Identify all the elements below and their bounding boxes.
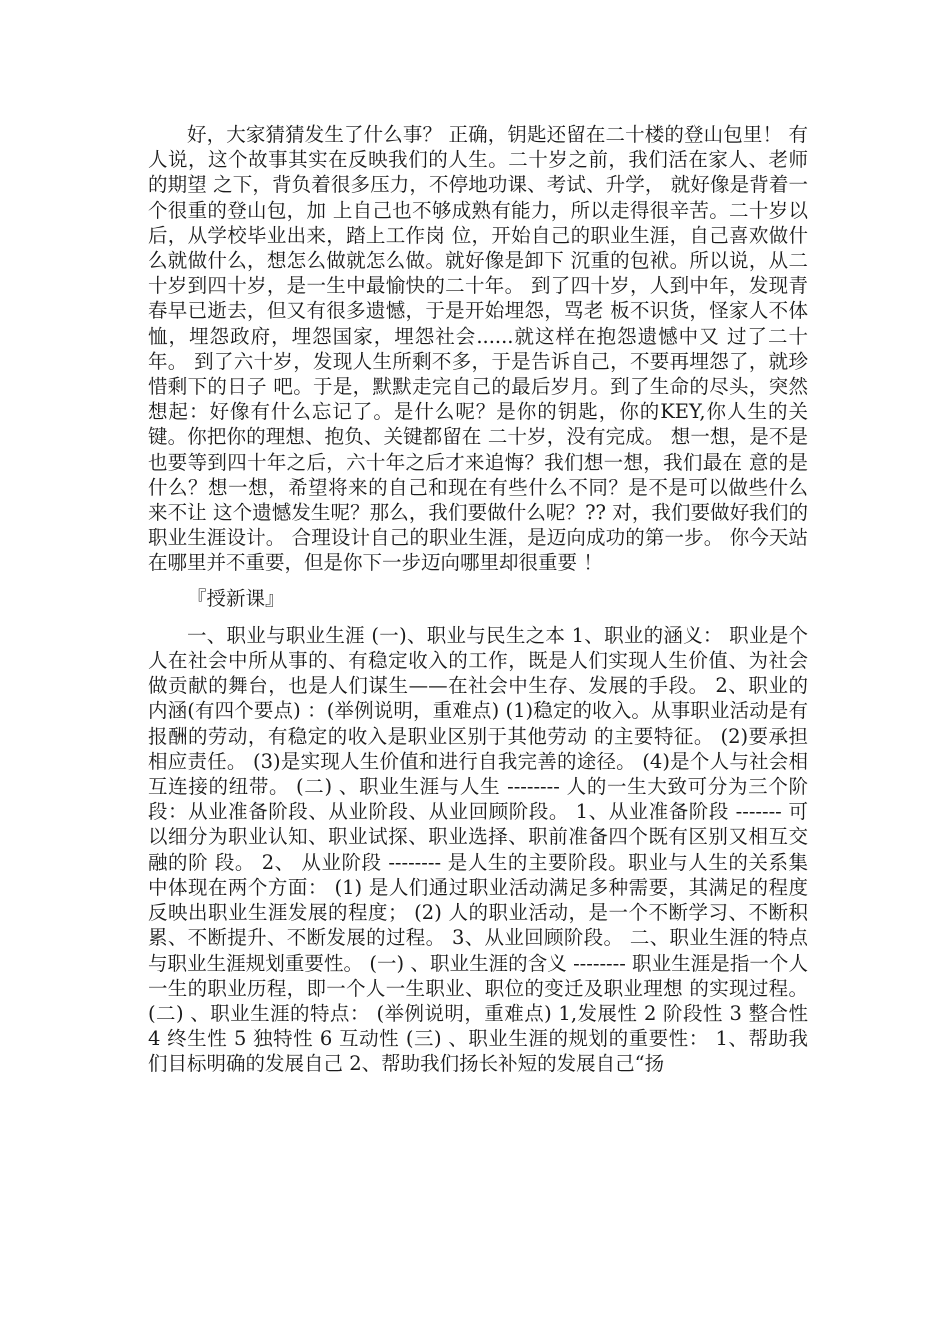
paragraph-lesson-content: 一、职业与职业生涯 (一)、职业与民生之本 1、职业的涵义： 职业是个人在社会中所从事的、有稳定收入的工作，既是人们实现人生价值、为社会 做贡献的舞台，也是人们谋生——在社会中生存、发展的手段。 2、职业的内涵(有四个要点) ：(举例说明，重难点) (1)稳定的收入。从事职业活动是有报酬的劳动，有稳定的收入是职业区别于其他劳动 的主要特征。 (2)要承担相应责任。 (3)是实现人生价值和进行自我完善的途径。 (4)是个人与社会相互连接的纽带。 (二) 、职业生涯与人生 -------- 人的一生大致可分为三个阶段：从业准备阶段、从业阶段、从业回顾阶段。 1、从业准备阶段 ------- 可以细分为职业认知、职业试探、职业选择、职前准备四个既有区别又相互交融的阶 段。 2、 从业阶段 -------- 是人生的主要阶段。职业与人生的关系集中体现在两个方面： (1) 是人们通过职业活动满足多种需要，其满足的程度反映出职业生涯发展的程度； (2) 人的职业活动，是一个不断学习、不断积累、不断提升、不断发展的过程。 3、从业回顾阶段。 二、职业生涯的特点与职业生涯规划重要性。 (一) 、职业生涯的含义 -------- 职业生涯是指一个人一生的职业历程，即一个人一生职业、职位的变迁及职业理想 的实现过程。 (二) 、职业生涯的特点： (举例说明，重难点) 1,发展性 2 阶段性 3 整合性 4 终生性 5 独特性 6 互动性 (三) 、职业生涯的规划的重要性： 1、帮助我们目标明确的发展自己 2、帮助我们扬长补短的发展自己“扬 (148, 623, 808, 1076)
paragraph-story-moral: 好，大家猜猜发生了什么事？ 正确，钥匙还留在二十楼的登山包里！ 有人说，这个故事其实在反映我们的人生。二十岁之前，我们活在家人、老师的期望 之下，背负着很多压力，不停地功课、考试、升学， 就好像是背着一个很重的登山包，加 上自己也不够成熟有能力，所以走得很辛苦。二十岁以后，从学校毕业出来，踏上工作岗 位，开始自己的职业生涯，自己喜欢做什么就做什么，想怎么做就怎么做。就好像是卸下 沉重的包袱。所以说，从二十岁到四十岁，是一生中最愉快的二十年。 到了四十岁，人到中年，发现青春早已逝去，但又有很多遗憾，于是开始埋怨，骂老 板不识货，怪家人不体恤，埋怨政府，埋怨国家，埋怨社会......就这样在抱怨遗憾中又 过了二十年。 到了六十岁，发现人生所剩不多，于是告诉自己，不要再埋怨了，就珍惜剩下的日子 吧。于是，默默走完自己的最后岁月。到了生命的尽头，突然想起：好像有什么忘记了。是什么呢？是你的钥匙，你的KEY,你人生的关键。你把你的理想、抱负、关键都留在 二十岁，没有完成。 想一想，是不是也要等到四十年之后，六十年之后才来追悔？我们想一想，我们最在 意的是什么？想一想，希望将来的自己和现在有些什么不同？是不是可以做些什么来不让 这个遗憾发生呢？那么，我们要做什么呢？?? 对，我们要做好我们的职业生涯设计。 合理设计自己的职业生涯，是迈向成功的第一步。 你今天站在哪里并不重要，但是你下一步迈向哪里却很重要 ！ (148, 123, 808, 575)
section-heading-new-lesson: 『授新课』 (187, 586, 285, 610)
document-body (148, 122, 808, 1077)
